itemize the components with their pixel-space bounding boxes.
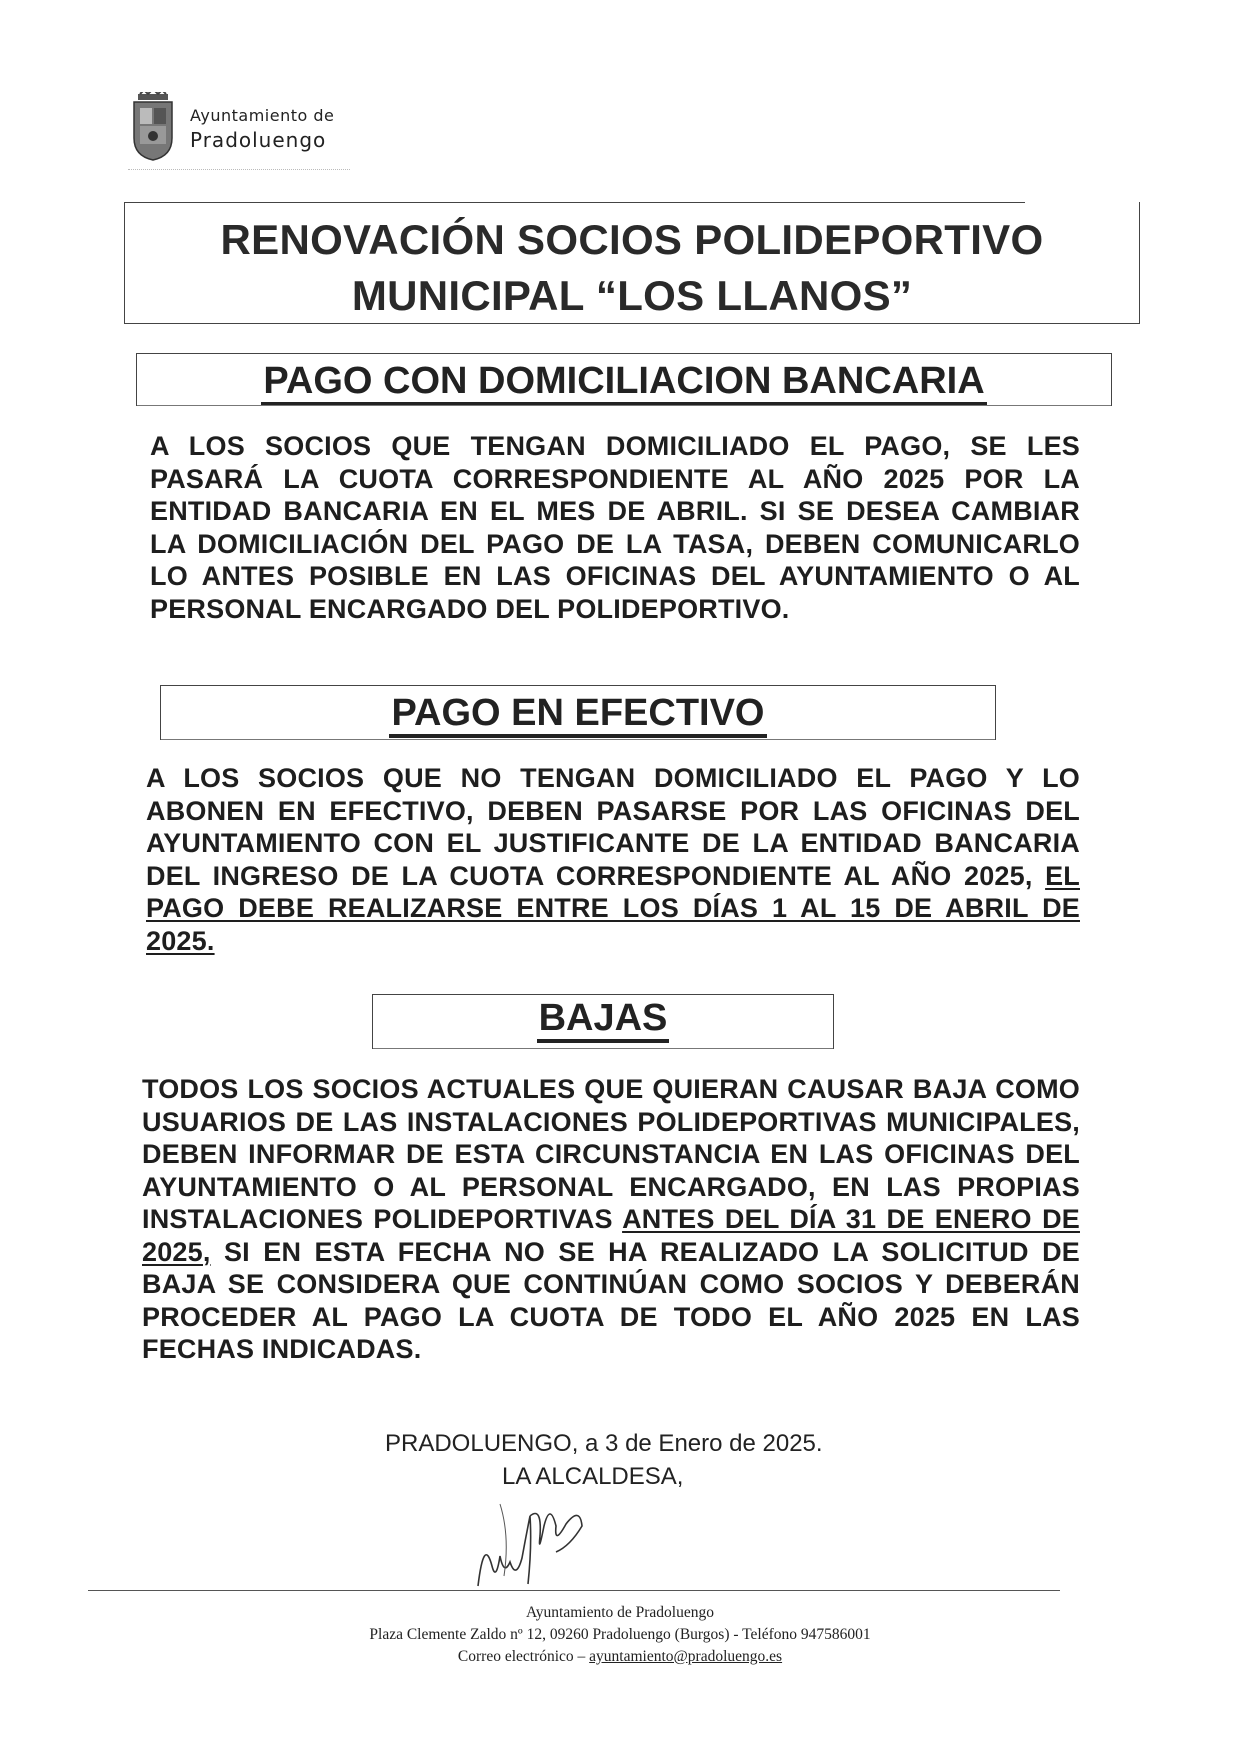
title-box [124, 202, 1140, 324]
efectivo-text-main: A LOS SOCIOS QUE NO TENGAN DOMICILIADO EL PAGO Y LO ABONEN EN EFECTIVO, DEBEN PASARSE POR LAS OFICINAS DEL AYUNTAMIENTO CON EL JUSTIFICANTE DE LA ENTIDAD BANCARIA DEL INGRESO DE LA CUOTA CORRESPONDIENTE AL AÑO 2025, [146, 763, 1080, 891]
section-efectivo-heading-box [160, 685, 996, 740]
org-line2: Pradoluengo [190, 128, 327, 152]
municipal-logo [128, 88, 350, 170]
footer-org: Ayuntamiento de Pradoluengo [526, 1604, 714, 1621]
bajas-text-after: SI EN ESTA FECHA NO SE HA REALIZADO LA SOLICITUD DE BAJA SE CONSIDERA QUE CONTINÚAN COMO SOCIOS Y DEBERÁN PROCEDER AL PAGO LA CUOTA DE TODO EL AÑO 2025 EN LAS FECHAS INDICADAS. [142, 1236, 1080, 1364]
title-line2: MUNICIPAL “LOS LLANOS” [351, 272, 913, 319]
bajas-text-before: TODOS LOS SOCIOS ACTUALES QUE QUIERAN CAUSAR BAJA COMO USUARIOS DE LAS INSTALACIONES POLIDEPORTIVAS MUNICIPALES, DEBEN INFORMAR DE ESTA CIRCUNSTANCIA EN LAS OFICINAS DEL AYUNTAMIENTO O AL PERSONAL ENCARGADO, EN LAS PROPIAS INSTALACIONES POLIDEPORTIVAS [142, 1074, 1080, 1234]
footer-email-line [0, 1648, 1240, 1666]
section-domiciliacion-heading-box [136, 353, 1112, 406]
section-efectivo-heading [161, 692, 995, 735]
footer-email-link[interactable]: ayuntamiento@pradoluengo.es [589, 1648, 783, 1665]
bajas-deadline-underlined: ANTES DEL DÍA 31 DE ENERO DE 2025, [142, 1204, 1080, 1267]
footer-email-label: Correo electrónico – [457, 1648, 590, 1665]
section-bajas-heading-box [372, 994, 834, 1049]
org-line1: Ayuntamiento de [190, 106, 335, 125]
page-title [125, 212, 1139, 324]
handwritten-signature [470, 1496, 630, 1596]
section-domiciliacion-heading-text: PAGO CON DOMICILIACION BANCARIA [261, 360, 986, 406]
efectivo-deadline-underlined: EL PAGO DEBE REALIZARSE ENTRE LOS DÍAS 1 AL 15 DE ABRIL DE 2025. [146, 860, 1080, 956]
section-bajas-text [142, 1073, 1080, 1366]
coat-of-arms-icon [130, 92, 176, 162]
section-efectivo-heading-text: PAGO EN EFECTIVO [389, 692, 766, 738]
section-bajas-heading [373, 997, 833, 1040]
section-domiciliacion-heading [137, 360, 1111, 403]
section-efectivo-text [146, 762, 1080, 957]
place-and-date: PRADOLUENGO, a 3 de Enero de 2025. [385, 1430, 823, 1457]
footer-address: Plaza Clemente Zaldo nº 12, 09260 Pradoluengo (Burgos) - Teléfono 947586001 [369, 1626, 871, 1643]
section-domiciliacion-text: A LOS SOCIOS QUE TENGAN DOMICILIADO EL PAGO, SE LES PASARÁ LA CUOTA CORRESPONDIENTE AL AÑO 2025 POR LA ENTIDAD BANCARIA EN EL MES DE ABRIL. SI SE DESEA CAMBIAR LA DOMICILIACIÓN DEL PAGO DE LA TASA, DEBEN COMUNICARLO LO ANTES POSIBLE EN LAS OFICINAS DEL AYUNTAMIENTO O AL PERSONAL ENCARGADO DEL POLIDEPORTIVO. [150, 431, 1080, 624]
signer-role: LA ALCALDESA, [502, 1463, 684, 1490]
section-bajas-heading-text: BAJAS [537, 997, 670, 1043]
footer-divider [88, 1590, 1060, 1591]
title-line1: RENOVACIÓN SOCIOS POLIDEPORTIVO [220, 216, 1044, 263]
